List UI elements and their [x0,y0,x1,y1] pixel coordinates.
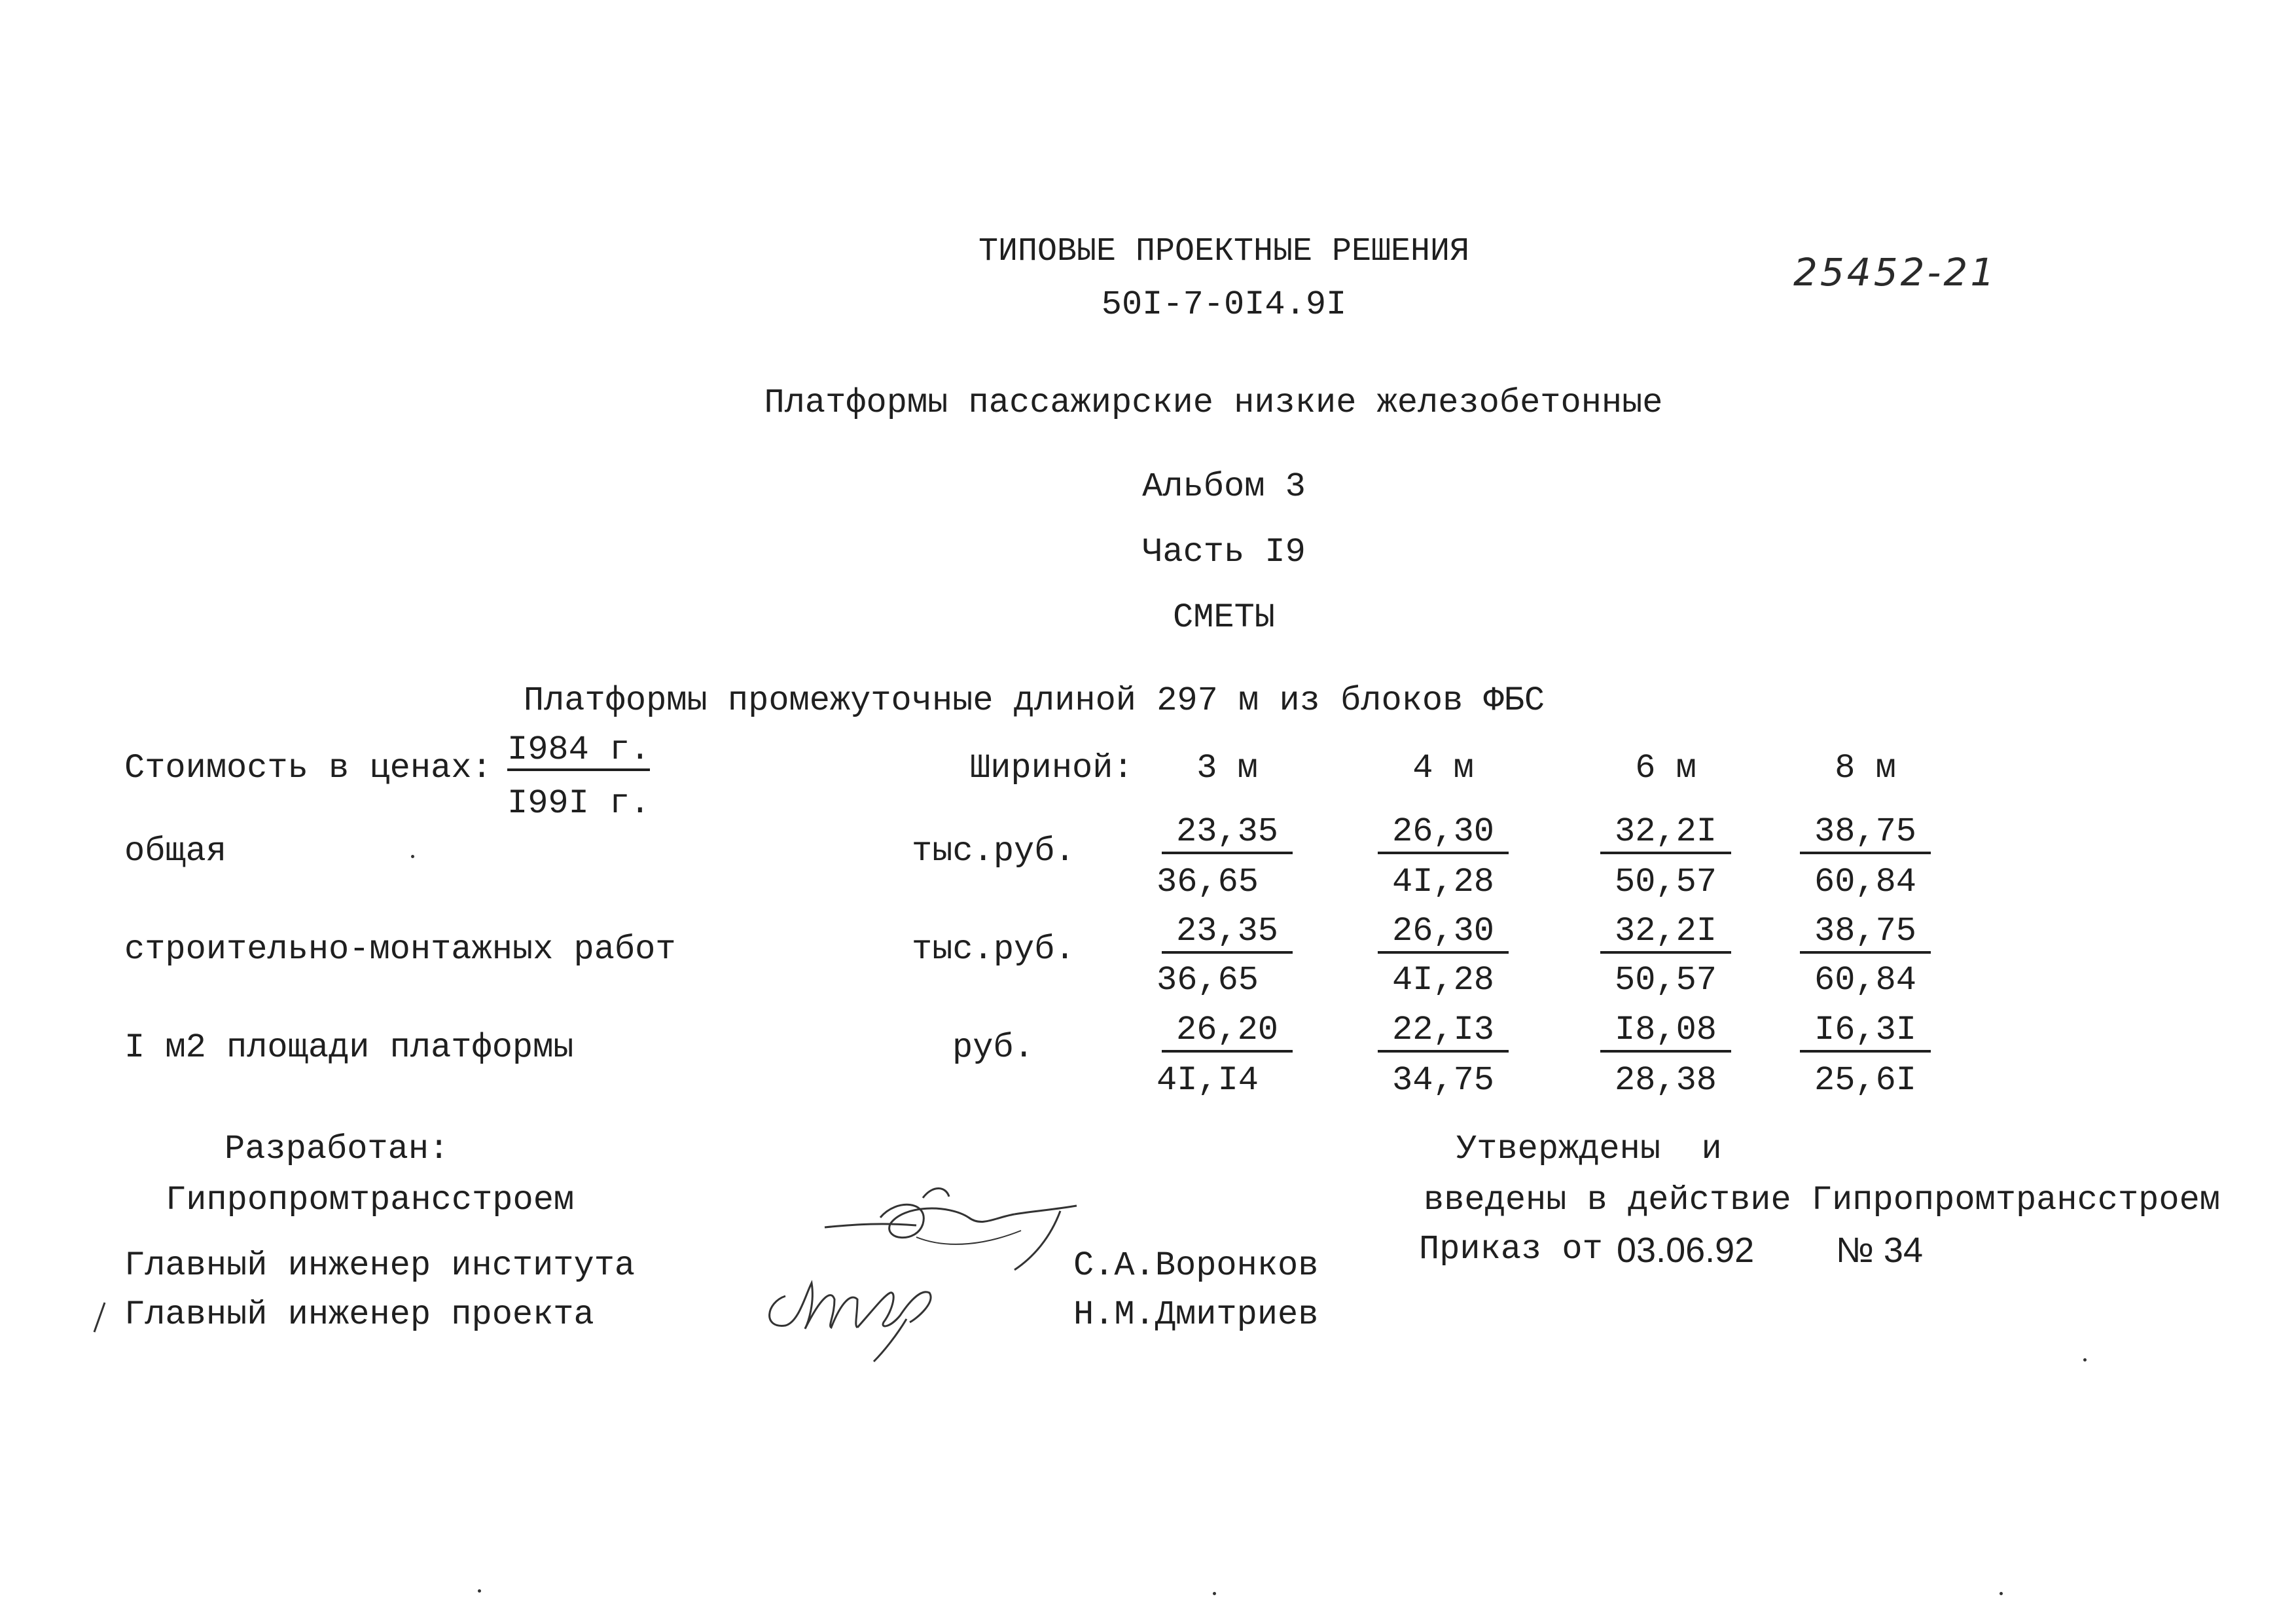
value-per-m2-3m-1991: 4I,I4 [1156,1061,1259,1100]
scan-speck [478,1589,481,1593]
album-label: Альбом 3 [1142,467,1306,506]
value-per-m2-8m-1984: I6,3I [1800,1013,1931,1053]
row-name-per-m2: I м2 площади платформы [124,1028,574,1067]
margin-mark [90,1299,110,1339]
value-per-m2-8m-1991: 25,6I [1814,1061,1917,1100]
archive-number-handwritten: 25452-21 [1793,250,1998,295]
value-per-m2-3m-1984: 26,20 [1162,1013,1293,1053]
value-per-m2-6m-1991: 28,38 [1614,1061,1717,1100]
price-year-current: I99I г. [507,784,651,823]
value-total-4m-1984: 26,30 [1378,815,1509,854]
value-construction-3m-1991: 36,65 [1156,961,1259,1000]
chief-engineer-institute-name: С.А.Воронков [1073,1246,1319,1285]
value-construction-6m-1984: 32,2I [1600,914,1731,954]
order-number: № 34 [1836,1231,1923,1270]
column-header-8m: 8 м [1835,749,1896,787]
value-total-8m-1991: 60,84 [1814,863,1917,901]
price-year-base: I984 г. [507,733,650,771]
chief-engineer-project-title: Главный инженер проекта [124,1295,594,1334]
value-construction-4m-1984: 26,30 [1378,914,1509,954]
row-unit-construction: тыс.руб. [912,930,1075,969]
value-per-m2-4m-1984: 22,I3 [1378,1013,1509,1053]
row-unit-per-m2: руб. [952,1028,1034,1067]
value-construction-8m-1991: 60,84 [1814,961,1917,1000]
value-per-m2-6m-1984: I8,08 [1600,1013,1731,1053]
scan-speck [2000,1592,2003,1595]
value-total-6m-1991: 50,57 [1614,863,1717,901]
column-header-6m: 6 м [1635,749,1696,787]
column-header-4m: 4 м [1412,749,1474,787]
developer-organization: Гипропромтрансстроем [166,1181,575,1219]
scan-speck [411,855,414,858]
order-label: Приказ от [1419,1230,1603,1269]
value-total-4m-1991: 4I,28 [1391,863,1495,901]
value-construction-3m-1984: 23,35 [1162,914,1293,954]
table-title: Платформы промежуточные длиной 297 м из блоков ФБС [523,681,1545,720]
value-construction-8m-1984: 38,75 [1800,914,1931,954]
row-name-total: общая [124,832,227,871]
value-total-3m-1991: 36,65 [1156,863,1259,901]
developed-label: Разработан: [224,1130,450,1168]
order-date: 03.06.92 [1617,1231,1755,1270]
approved-line-2: введены в действие Гипропромтрансстроем [1424,1181,2220,1219]
value-per-m2-4m-1991: 34,75 [1391,1061,1495,1100]
value-construction-6m-1991: 50,57 [1614,961,1717,1000]
column-header-3m: 3 м [1196,749,1258,787]
row-name-construction: строительно-монтажных работ [124,930,676,969]
value-construction-4m-1991: 4I,28 [1391,961,1495,1000]
value-total-6m-1984: 32,2I [1600,815,1731,854]
document-code: 50I-7-0I4.9I [1101,285,1347,324]
prices-label: Стоимость в ценах: [124,749,492,787]
scan-speck [2083,1358,2087,1362]
value-total-8m-1984: 38,75 [1800,815,1931,854]
document-subtitle: Платформы пассажирские низкие железобетонные [764,384,1663,422]
scan-speck [1213,1592,1216,1595]
signature-dmitriev [759,1257,969,1368]
part-label: Часть I9 [1142,533,1306,571]
approved-line-1: Утверждены и [1456,1130,1722,1168]
chief-engineer-institute-title: Главный инженер института [124,1246,636,1285]
width-label: Шириной: [970,749,1134,787]
row-unit-total: тыс.руб. [912,832,1075,871]
value-total-3m-1984: 23,35 [1162,815,1293,854]
document-series-title: ТИПОВЫЕ ПРОЕКТНЫЕ РЕШЕНИЯ [978,233,1470,270]
section-label: СМЕТЫ [1172,598,1276,637]
chief-engineer-project-name: Н.М.Дмитриев [1073,1295,1319,1334]
